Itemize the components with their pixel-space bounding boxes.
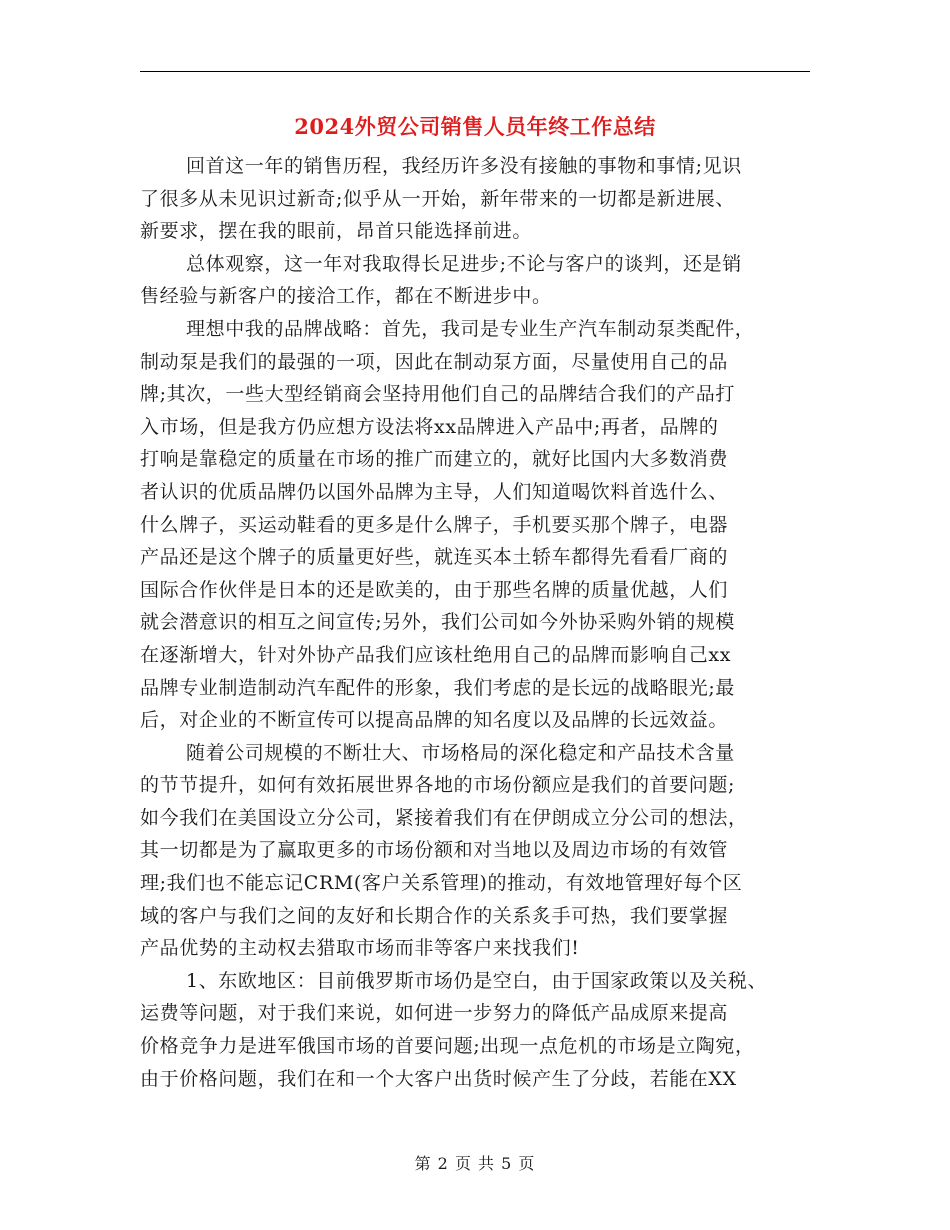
text-line: 如今我们在美国设立分公司，紧接着我们有在伊朗成立分公司的想法， — [140, 806, 748, 829]
text-line: 域的客户与我们之间的友好和长期合作的关系炙手可热，我们要掌握 — [140, 904, 729, 927]
text-line: 售经验与新客户的接洽工作，都在不断进步中。 — [140, 285, 552, 308]
text-line: 由于价格问题，我们在和一个大客户出货时候产生了分歧，若能在XX — [140, 1067, 737, 1090]
text-line: 价格竞争力是进军俄国市场的首要问题;出现一点危机的市场是立陶宛， — [140, 1035, 755, 1058]
text-line: 理想中我的品牌战略：首先，我司是专业生产汽车制动泵类配件， — [186, 317, 755, 340]
text-line: 制动泵是我们的最强的一项，因此在制动泵方面，尽量使用自己的品 — [140, 350, 729, 373]
text-line: 1、东欧地区：目前俄罗斯市场仍是空白，由于国家政策以及关税、 — [186, 969, 768, 992]
text-line: 理;我们也不能忘记CRM(客户关系管理)的推动，有效地管理好每个区 — [140, 872, 743, 895]
text-line: 运费等问题，对于我们来说，如何进一步努力的降低产品成原来提高 — [140, 1002, 729, 1025]
text-line: 的节节提升，如何有效拓展世界各地的市场份额应是我们的首要问题; — [140, 774, 736, 797]
text-line: 总体观察，这一年对我取得长足进步;不论与客户的谈判，还是销 — [186, 252, 742, 275]
header-rule — [140, 71, 810, 72]
text-line: 回首这一年的销售历程，我经历许多没有接触的事物和事情;见识 — [186, 155, 742, 177]
text-line: 国际合作伙伴是日本的还是欧美的，由于那些名牌的质量优越，人们 — [140, 578, 729, 601]
document-title: 2024外贸公司销售人员年终工作总结 — [294, 114, 656, 139]
paragraph — [140, 737, 808, 965]
text-line: 就会潜意识的相互之间宣传;另外，我们公司如今外协采购外销的规模 — [140, 611, 736, 634]
text-line: 产品还是这个牌子的质量更好些，就连买本土轿车都得先看看厂商的 — [140, 546, 729, 569]
text-line: 牌;其次，一些大型经销商会坚持用他们自己的品牌结合我们的产品打 — [140, 383, 736, 406]
document-body — [140, 150, 808, 1095]
text-line: 后，对企业的不断宣传可以提高品牌的知名度以及品牌的长远效益。 — [140, 709, 729, 732]
paragraph — [140, 313, 808, 737]
text-line: 新要求，摆在我的眼前，昂首只能选择前进。 — [140, 220, 533, 243]
paragraph — [140, 248, 808, 313]
page-indicator: 第 2 页 共 5 页 — [414, 1154, 536, 1173]
text-line: 什么牌子，买运动鞋看的更多是什么牌子，手机要买那个牌子，电器 — [140, 513, 729, 536]
text-line: 其一切都是为了赢取更多的市场份额和对当地以及周边市场的有效管 — [140, 839, 729, 862]
text-line: 者认识的优质品牌仍以国外品牌为主导，人们知道喝饮料首选什么、 — [140, 480, 729, 503]
text-line: 产品优势的主动权去猎取市场而非等客户来找我们! — [140, 937, 580, 960]
text-line: 随着公司规模的不断壮大、市场格局的深化稳定和产品技术含量 — [186, 741, 735, 764]
text-line: 品牌专业制造制动汽车配件的形象，我们考虑的是长远的战略眼光;最 — [140, 676, 736, 699]
text-line: 在逐渐增大，针对外协产品我们应该杜绝用自己的品牌而影响自己xx — [140, 643, 732, 666]
text-line: 打响是靠稳定的质量在市场的推广而建立的，就好比国内大多数消费 — [140, 448, 729, 471]
text-line: 入市场，但是我方仍应想方设法将xx品牌进入产品中;再者，品牌的 — [140, 415, 719, 438]
text-line: 了很多从未见识过新奇;似乎从一开始，新年带来的一切都是新进展、 — [140, 187, 736, 210]
paragraph — [140, 965, 808, 1095]
paragraph — [140, 150, 808, 248]
